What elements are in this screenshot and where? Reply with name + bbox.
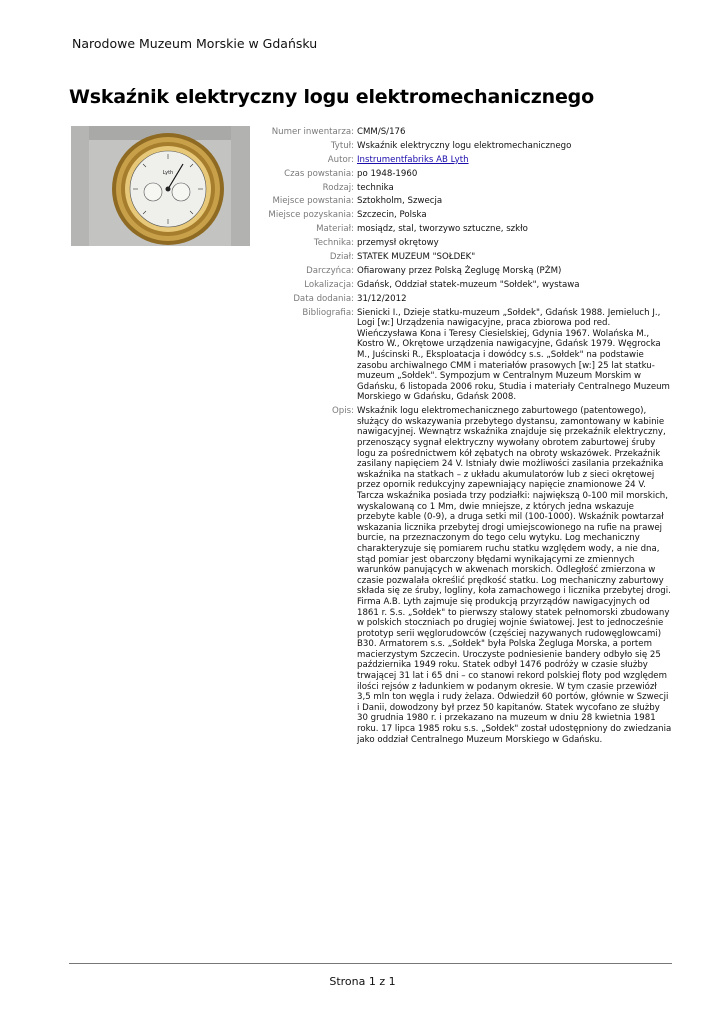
field-value: Szczecin, Polska bbox=[357, 210, 427, 221]
field-label: Materiał: bbox=[316, 224, 354, 235]
site-header: Narodowe Muzeum Morskie w Gdańsku bbox=[72, 36, 318, 51]
field-value: Wskaźnik logu elektromechanicznego zaburtowego (patentowego), służący do wskazywania przebytego dystansu, zamontowany w kabinie nawigacyjnej. Wewnątrz wskaźnika znajduje się przekaźnik elektryczny, przenoszący sygnał elektryczny wywołany obrotem zaburtowej śruby logu za pośrednictwem kół zębatych na obroty wskazówek. Przekaźnik zasilany napięciem 24 V. Istniały dwie możliwości zasilania przekaźnika wskaźnika na statkach – z układu akumulatorów lub z sieci okrętowej przez opornik redukcyjny zapewniający napięcie znamionowe 24 V. Tarcza wskaźnika posiada trzy podziałki: największą 0-100 mil morskich, wyskalowaną co 1 Mm, dwie mniejsze, z których jedna wskazuje przebyte kable (0-9), a druga setki mil (100-1000). Wskaźnik powtarzał wskazania licznika przebytej drogi umiejscowionego na rufie na prawej burcie, na przeznaczonym do tego celu wytyku. Log mechaniczny charakteryzuje się pomiarem ruchu statku względem wody, a nie dna, stąd pomiar jest obarczony błędami wynikającymi ze zmiennych warunków panujących w akwenach morskich. Odległość zmierzona w czasie pozwalała określić prędkość statku. Log mechaniczny zaburtowy składa się ze śruby, logliny, koła zamachowego i licznika przebytej drogi. Firma A.B. Lyth zajmuje się produkcją przyrządów nawigacyjnych od 1861 r. S.s. „Sołdek" to pierwszy stalowy statek pełnomorski zbudowany w polskich stoczniach po drugiej wojnie światowej. Jest to jednocześnie prototyp serii węglorudowców (częściej nazywanych rudowęglowcami) B30. Armatorem s.s. „Sołdek" była Polska Żegluga Morska, a portem macierzystym Szczecin. Uroczyste podniesienie bandery odbyło się 25 października 1949 roku. Statek odbył 1476 podróży w czasie służby trwającej 31 lat i 65 dni – co stanowi rekord polskiej floty pod względem ilości rejsów z ładunkiem w podanym okresie. W tym czasie przewiózł 3,5 mln ton węgla i rudy żelaza. Odwiedził 60 portów, głównie w Szwecji i Danii, dowodzony był przez 50 kapitanów. Statek wycofano ze służby 30 grudnia 1980 r. i przekazano na muzeum w dniu 28 kwietnia 1981 roku. 17 lipca 1985 roku s.s. „Sołdek" został udostępniony do zwiedzania jako oddział Centralnego Muzeum Morskiego w Gdańsku. bbox=[357, 406, 672, 745]
field-value: Sztokholm, Szwecja bbox=[357, 196, 443, 207]
field-technique bbox=[262, 238, 672, 249]
field-label: Tytuł: bbox=[330, 140, 354, 151]
field-label: Technika: bbox=[313, 238, 354, 249]
field-label: Lokalizacja: bbox=[304, 279, 354, 290]
object-photo bbox=[71, 126, 250, 246]
page-number: Strona 1 z 1 bbox=[329, 975, 396, 988]
field-place-of-acquisition bbox=[262, 210, 672, 221]
field-inventory-number bbox=[262, 127, 672, 138]
field-title bbox=[262, 141, 672, 152]
field-location bbox=[262, 280, 672, 291]
field-value: Wskaźnik elektryczny logu elektromechanicznego bbox=[357, 140, 572, 151]
field-description bbox=[262, 406, 672, 745]
field-value: Ofiarowany przez Polską Żeglugę Morską (PŻM) bbox=[357, 265, 562, 276]
field-date-added bbox=[262, 294, 672, 305]
field-value: Gdańsk, Oddział statek-muzeum "Sołdek", wystawa bbox=[357, 279, 580, 290]
field-label: Darczyńca: bbox=[306, 265, 354, 276]
field-bibliography bbox=[262, 308, 672, 403]
dial-brand-text: Lyth bbox=[162, 170, 174, 176]
field-value: po 1948-1960 bbox=[357, 168, 418, 179]
field-donor bbox=[262, 266, 672, 277]
field-value: Sienicki I., Dzieje statku-muzeum „Sołdek", Gdańsk 1988. Jemieluch J., Logi [w:] Urządzenia nawigacyjne, praca zbiorowa pod red. Wieńczysława Kona i Teresy Ciesielskiej, Gdynia 1967. Wolańska M., Kostro W., Okrętowe urządzenia nawigacyjne, Gdańsk 1979. Węgrocka M., Juścinski R., Eksploatacja i dowódcy s.s. „Sołdek" na podstawie zasobu archiwalnego CMM i materiałów prasowych [w:] 25 lat statku-muzeum „Sołdek". Sympozjum w Centralnym Muzeum Morskim w Gdańsku, 6 listopada 2006 roku, Studia i materiały Centralnego Muzeum Morskiego w Gdańsku, Gdańsk 2008. bbox=[357, 307, 670, 403]
field-value: CMM/S/176 bbox=[357, 127, 406, 137]
author-link[interactable]: Instrumentfabriks AB Lyth bbox=[357, 154, 469, 165]
field-label: Czas powstania: bbox=[284, 168, 354, 179]
field-label: Data dodania: bbox=[293, 293, 354, 304]
page-title: Wskaźnik elektryczny logu elektromechanicznego bbox=[69, 86, 594, 108]
metadata-table bbox=[262, 127, 672, 749]
field-label: Rodzaj: bbox=[322, 182, 354, 193]
field-label: Bibliografia: bbox=[302, 307, 354, 318]
field-creation-date bbox=[262, 169, 672, 180]
field-department bbox=[262, 252, 672, 263]
field-value: 31/12/2012 bbox=[357, 293, 407, 304]
footer-divider bbox=[69, 963, 672, 964]
field-label: Miejsce pozyskania: bbox=[268, 210, 354, 221]
field-type bbox=[262, 183, 672, 194]
field-label: Opis: bbox=[332, 406, 354, 417]
field-value: technika bbox=[357, 182, 394, 193]
field-label: Autor: bbox=[327, 154, 354, 165]
gauge-image bbox=[71, 126, 250, 246]
field-place-of-creation bbox=[262, 196, 672, 207]
field-value: mosiądz, stal, tworzywo sztuczne, szkło bbox=[357, 224, 528, 235]
field-value: przemysł okrętowy bbox=[357, 238, 439, 249]
field-label: Dział: bbox=[329, 252, 354, 263]
field-material bbox=[262, 224, 672, 235]
field-label: Numer inwentarza: bbox=[271, 127, 354, 137]
field-author bbox=[262, 155, 672, 166]
field-value: STATEK MUZEUM "SOŁDEK" bbox=[357, 252, 476, 263]
field-label: Miejsce powstania: bbox=[272, 196, 354, 207]
